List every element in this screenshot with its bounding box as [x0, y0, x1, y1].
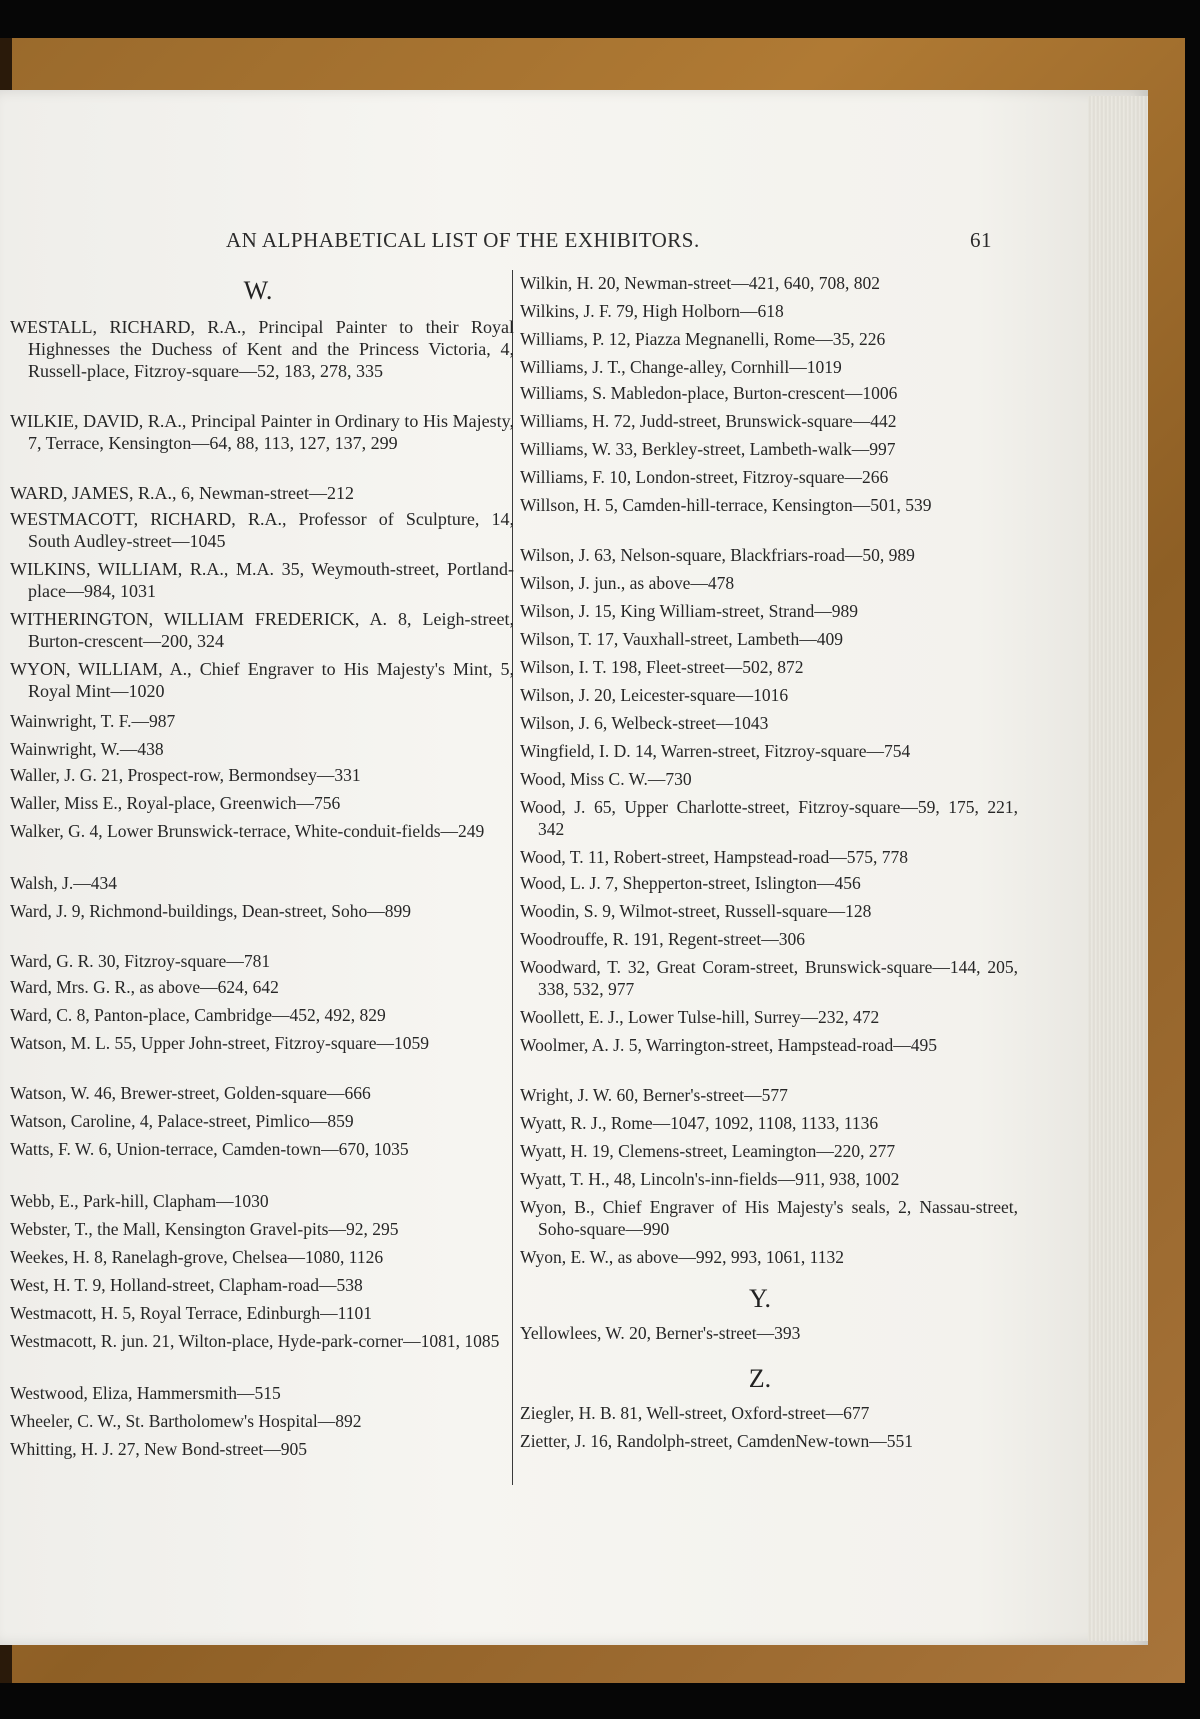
- entry: Westwood, Eliza, Hammersmith—515: [10, 1383, 281, 1403]
- entry: Waller, J. G. 21, Prospect-row, Bermondsey—331: [10, 765, 361, 785]
- entry: Wilson, J. jun., as above—478: [520, 573, 735, 593]
- entry: Woollett, E. J., Lower Tulse-hill, Surrey—232, 472: [520, 1007, 880, 1027]
- entry: Wainwright, W.—438: [10, 739, 164, 759]
- section-letter-z: Z.: [748, 1364, 772, 1393]
- entry: Woodin, S. 9, Wilmot-street, Russell-square—128: [520, 901, 872, 921]
- entry: Wood, Miss C. W.—730: [520, 769, 692, 789]
- entry: Wilkins, J. F. 79, High Holborn—618: [520, 301, 784, 321]
- entry: Wood, T. 11, Robert-street, Hampstead-road—575, 778: [520, 847, 909, 867]
- entry: Ward, G. R. 30, Fitzroy-square—781: [10, 951, 271, 971]
- entry: Woodward, T. 32, Great Coram-street, Brunswick-square—144, 205, 338, 532, 977: [520, 957, 1018, 999]
- entry: Yellowlees, W. 20, Berner's-street—393: [520, 1323, 801, 1343]
- entry: Waller, Miss E., Royal-place, Greenwich—756: [10, 793, 341, 813]
- entry: Walker, G. 4, Lower Brunswick-terrace, White-conduit-fields—249: [10, 821, 485, 841]
- entry: Williams, H. 72, Judd-street, Brunswick-square—442: [520, 411, 897, 431]
- entry: Weekes, H. 8, Ranelagh-grove, Chelsea—1080, 1126: [10, 1247, 384, 1267]
- entry: Woodrouffe, R. 191, Regent-street—306: [520, 929, 806, 949]
- entry: Wood, J. 65, Upper Charlotte-street, Fitzroy-square—59, 175, 221, 342: [520, 797, 1018, 839]
- entry: WILKINS, WILLIAM, R.A., M.A. 35, Weymouth-street, Portland-place—984, 1031: [10, 559, 514, 601]
- entry: Wainwright, T. F.—987: [10, 711, 176, 731]
- entry: Wilson, J. 63, Nelson-square, Blackfriars-road—50, 989: [520, 545, 915, 565]
- entry: Westmacott, H. 5, Royal Terrace, Edinburgh—1101: [10, 1303, 373, 1323]
- entry: Wyon, E. W., as above—992, 993, 1061, 1132: [520, 1247, 844, 1267]
- entry: Wilson, I. T. 198, Fleet-street—502, 872: [520, 657, 804, 677]
- entry: WESTMACOTT, RICHARD, R.A., Professor of Sculpture, 14, South Audley-street—1045: [10, 509, 514, 551]
- entry: Williams, W. 33, Berkley-street, Lambeth-walk—997: [520, 439, 896, 459]
- entry: Watson, M. L. 55, Upper John-street, Fitzroy-square—1059: [10, 1033, 430, 1053]
- entry: Willson, H. 5, Camden-hill-terrace, Kensington—501, 539: [520, 495, 932, 515]
- entry: WYON, WILLIAM, A., Chief Engraver to His Majesty's Mint, 5, Royal Mint—1020: [10, 659, 514, 701]
- page-number: 61: [970, 228, 992, 252]
- page-stack-edge: [1088, 96, 1148, 1641]
- entry: WILKIE, DAVID, R.A., Principal Painter in Ordinary to His Majesty, 7, Terrace, Kensington—64, 88, 113, 127, 137, 299: [10, 411, 514, 453]
- entry: Ward, J. 9, Richmond-buildings, Dean-street, Soho—899: [10, 901, 412, 921]
- entry: Wyatt, H. 19, Clemens-street, Leamington—220, 277: [520, 1141, 896, 1161]
- entry: Webb, E., Park-hill, Clapham—1030: [10, 1191, 269, 1211]
- entry: Wilson, T. 17, Vauxhall-street, Lambeth—409: [520, 629, 843, 649]
- entry: Wyatt, T. H., 48, Lincoln's-inn-fields—911, 938, 1002: [520, 1169, 900, 1189]
- entry: Zietter, J. 16, Randolph-street, CamdenNew-town—551: [520, 1431, 913, 1451]
- entry: Wood, L. J. 7, Shepperton-street, Islington—456: [520, 873, 861, 893]
- entry: Wilkin, H. 20, Newman-street—421, 640, 708, 802: [520, 273, 880, 293]
- entry: Watson, W. 46, Brewer-street, Golden-square—666: [10, 1083, 371, 1103]
- entry: Walsh, J.—434: [10, 873, 117, 893]
- entry: Wyatt, R. J., Rome—1047, 1092, 1108, 1133, 1136: [520, 1113, 879, 1133]
- entry: Woolmer, A. J. 5, Warrington-street, Hampstead-road—495: [520, 1035, 938, 1055]
- entry: Wilson, J. 15, King William-street, Strand—989: [520, 601, 859, 621]
- entry: WESTALL, RICHARD, R.A., Principal Painter to their Royal Highnesses the Duchess of Kent and the Princess Victoria, 4, Russell-place, Fitzroy-square—52, 183, 278, 335: [10, 317, 514, 381]
- entry: Wingfield, I. D. 14, Warren-street, Fitzroy-square—754: [520, 741, 911, 761]
- entry: Williams, J. T., Change-alley, Cornhill—1019: [520, 357, 842, 377]
- header-title: AN ALPHABETICAL LIST OF THE EXHIBITORS.: [226, 228, 700, 252]
- entry: WARD, JAMES, R.A., 6, Newman-street—212: [10, 483, 354, 503]
- entry: Williams, S. Mabledon-place, Burton-crescent—1006: [520, 383, 898, 403]
- running-header: [0, 228, 1000, 256]
- entry: Williams, F. 10, London-street, Fitzroy-square—266: [520, 467, 889, 487]
- entry: West, H. T. 9, Holland-street, Clapham-road—538: [10, 1275, 363, 1295]
- section-letter-y: Y.: [749, 1284, 771, 1313]
- section-letter-w: W.: [243, 276, 273, 305]
- entry: Ziegler, H. B. 81, Well-street, Oxford-street—677: [520, 1403, 870, 1423]
- entry: Whitting, H. J. 27, New Bond-street—905: [10, 1439, 307, 1459]
- entry: WITHERINGTON, WILLIAM FREDERICK, A. 8, Leigh-street, Burton-crescent—200, 324: [10, 609, 514, 651]
- entry: Webster, T., the Mall, Kensington Gravel-pits—92, 295: [10, 1219, 399, 1239]
- entry: Watson, Caroline, 4, Palace-street, Pimlico—859: [10, 1111, 354, 1131]
- entry: Wyon, B., Chief Engraver of His Majesty's seals, 2, Nassau-street, Soho-square—990: [520, 1197, 1018, 1239]
- entry: Westmacott, R. jun. 21, Wilton-place, Hyde-park-corner—1081, 1085: [10, 1331, 500, 1351]
- entry: Williams, P. 12, Piazza Megnanelli, Rome—35, 226: [520, 329, 886, 349]
- entry: Ward, Mrs. G. R., as above—624, 642: [10, 977, 279, 997]
- entry: Ward, C. 8, Panton-place, Cambridge—452, 492, 829: [10, 1005, 386, 1025]
- entry: Wilson, J. 20, Leicester-square—1016: [520, 685, 789, 705]
- entry: Watts, F. W. 6, Union-terrace, Camden-town—670, 1035: [10, 1139, 409, 1159]
- entry: Wheeler, C. W., St. Bartholomew's Hospital—892: [10, 1411, 362, 1431]
- entry: Wilson, J. 6, Welbeck-street—1043: [520, 713, 769, 733]
- entry: Wright, J. W. 60, Berner's-street—577: [520, 1085, 788, 1105]
